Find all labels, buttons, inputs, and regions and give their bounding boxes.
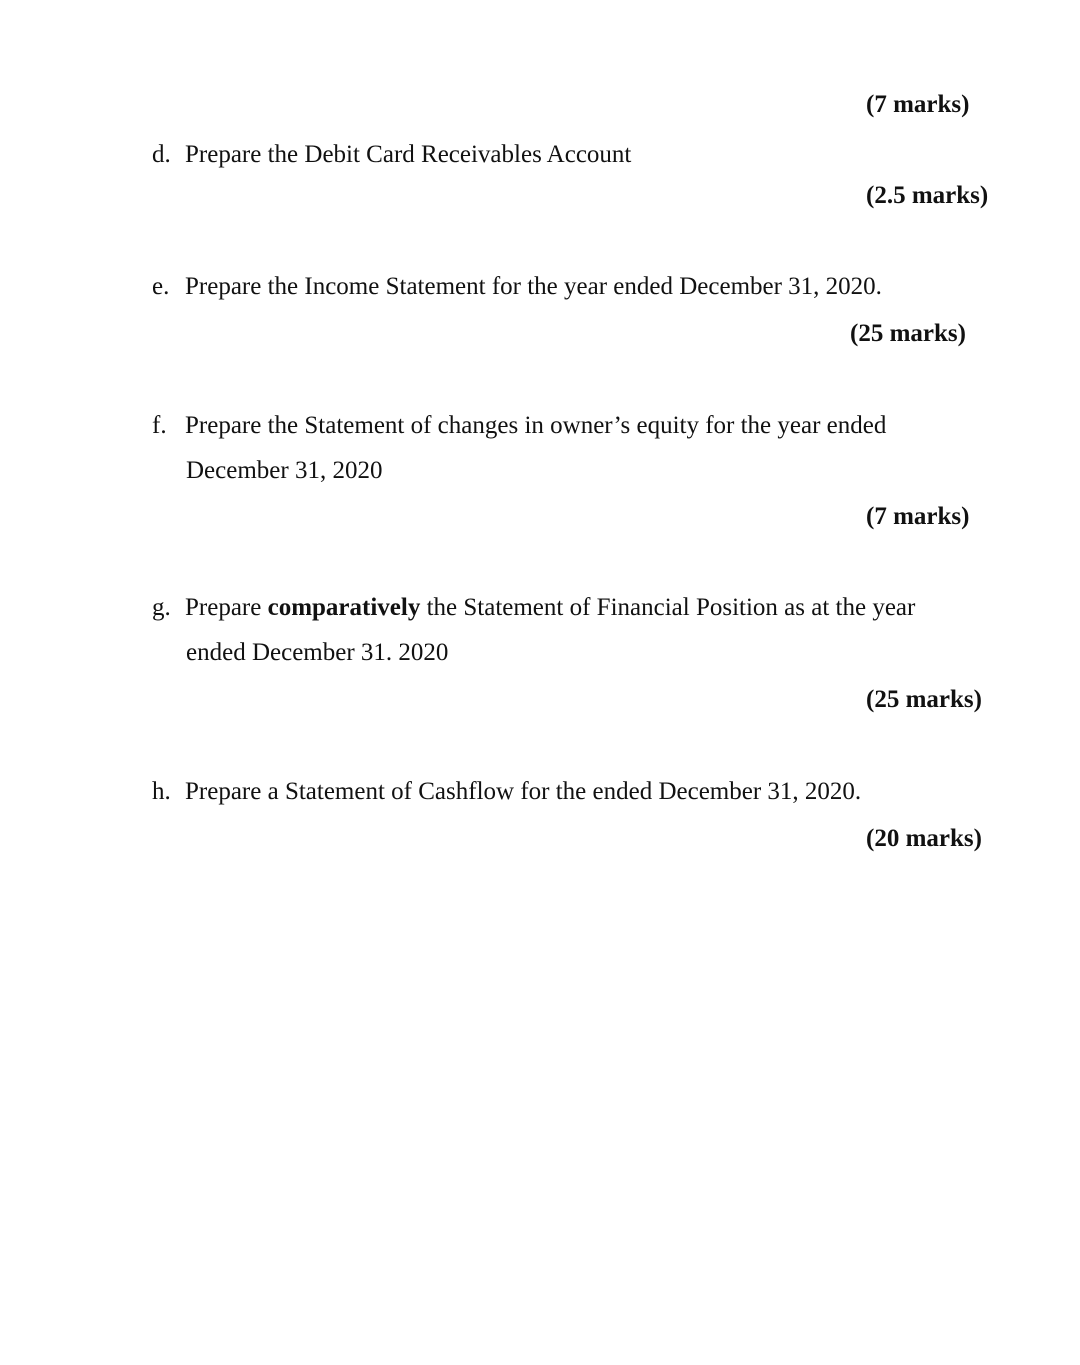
question-letter: d. (152, 141, 171, 168)
marks-label-g: (25 marks) (866, 686, 982, 713)
question-text-post: the Statement of Financial Position as at the year (420, 594, 916, 621)
marks-label-h: (20 marks) (866, 825, 982, 852)
question-text: Prepare the Income Statement for the year ended December 31, 2020. (185, 273, 882, 300)
question-h (152, 777, 861, 807)
question-text: Prepare the Statement of changes in owner’s equity for the year ended (185, 412, 887, 439)
question-letter: g. (152, 594, 171, 621)
marks-label-c: (7 marks) (866, 91, 970, 118)
question-g-continuation (186, 638, 448, 668)
question-text-emphasis: comparatively (267, 594, 421, 621)
question-letter: f. (152, 412, 167, 439)
question-text: December 31, 2020 (186, 457, 383, 484)
question-letter: h. (152, 778, 171, 805)
question-e (152, 272, 882, 302)
question-g (152, 593, 915, 623)
marks-label-e: (25 marks) (850, 320, 966, 347)
marks-label-d: (2.5 marks) (866, 182, 989, 209)
question-text: ended December 31. 2020 (186, 639, 449, 666)
question-text-pre: Prepare (185, 594, 268, 621)
question-d (152, 140, 631, 170)
question-f-continuation (186, 456, 382, 486)
question-text: Prepare a Statement of Cashflow for the ended December 31, 2020. (185, 778, 862, 805)
question-f (152, 411, 886, 441)
question-text: Prepare the Debit Card Receivables Account (185, 141, 632, 168)
question-letter: e. (152, 273, 170, 300)
marks-label-f: (7 marks) (866, 503, 970, 530)
